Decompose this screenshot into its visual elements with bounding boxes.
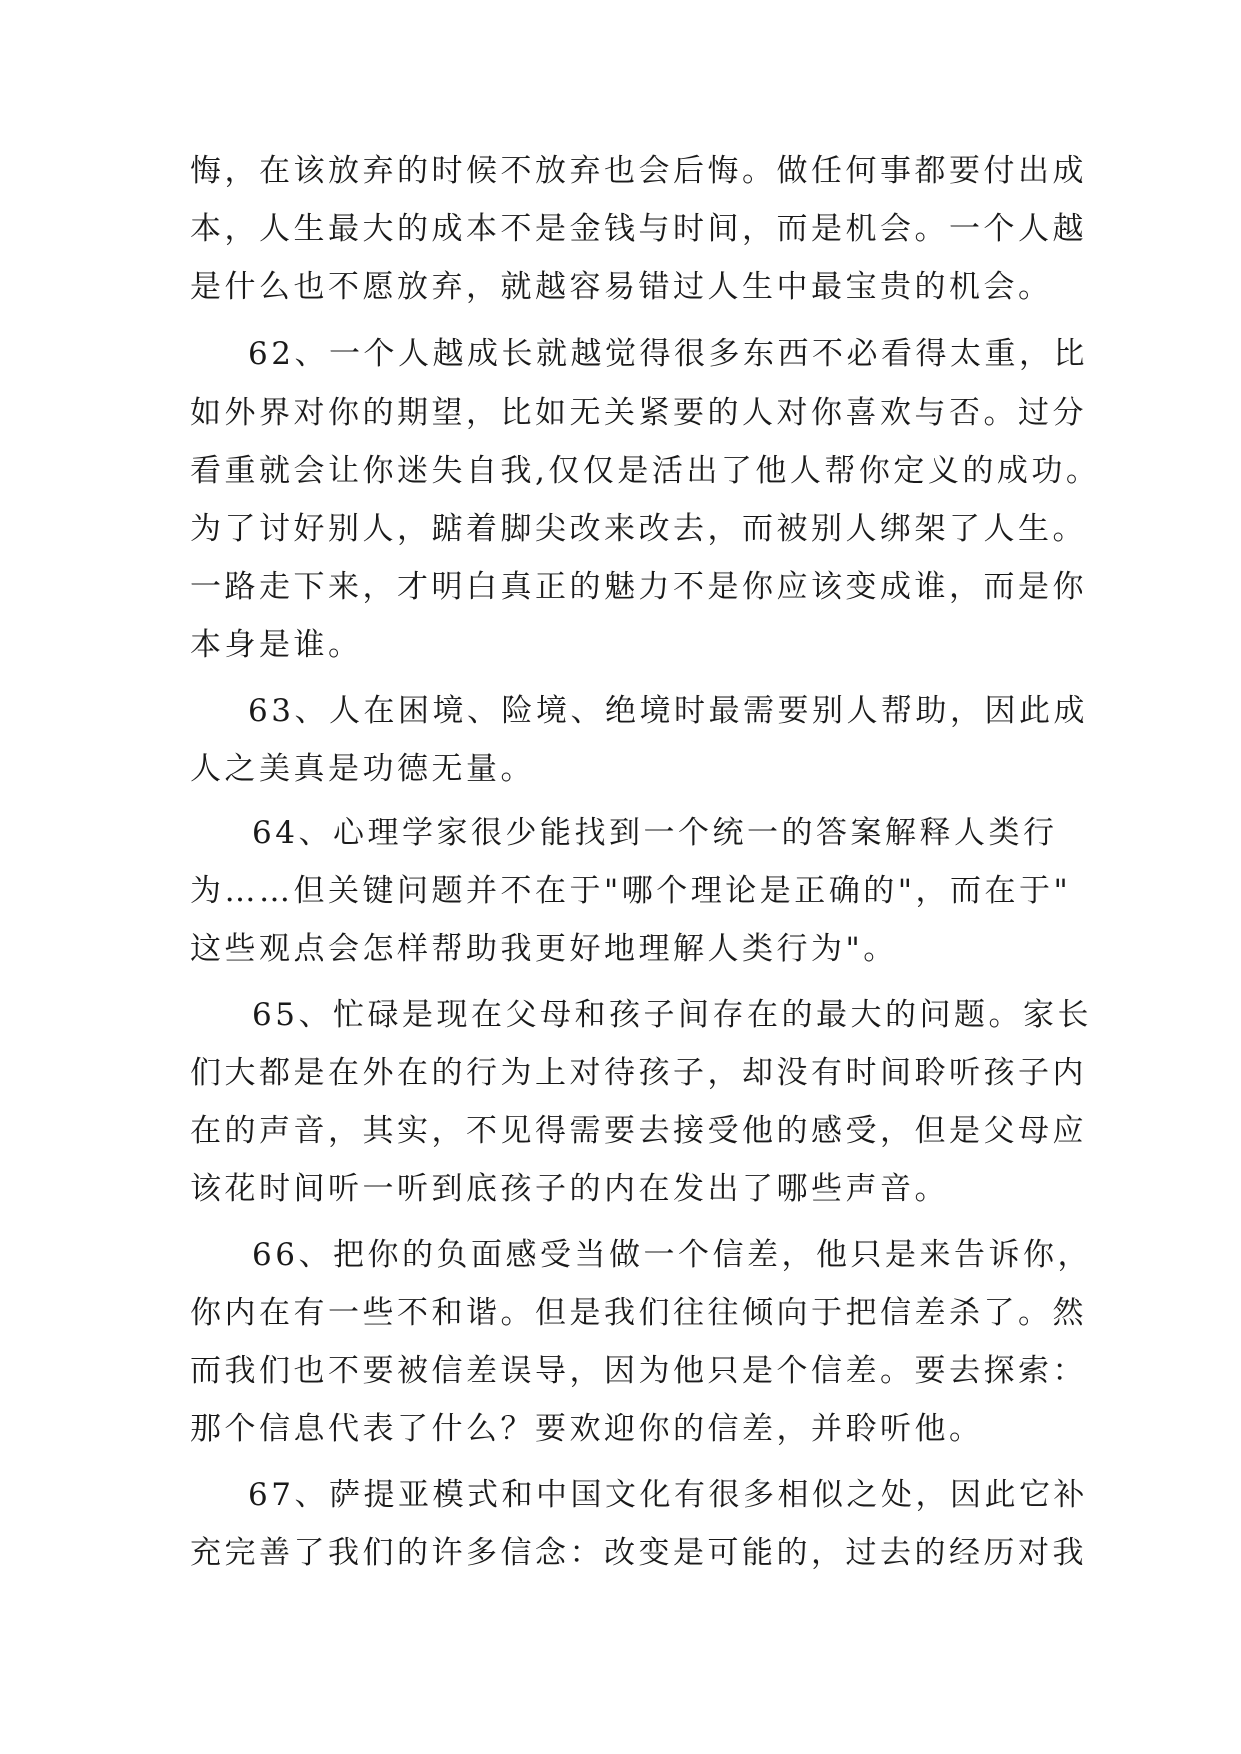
text-line: 为……但关键问题并不在于"哪个理论是正确的"，而在于" xyxy=(190,873,1072,909)
text-line: 本身是谁。 xyxy=(190,627,363,663)
paragraph-63-start: 63、人在困境、险境、绝境时最需要别人帮助，因此成 xyxy=(248,693,1088,729)
text-line: 本，人生最大的成本不是金钱与时间，而是机会。一个人越 xyxy=(190,211,1087,247)
text-line: 为了讨好别人，踮着脚尖改来改去，而被别人绑架了人生。 xyxy=(190,511,1087,547)
text-line: 人之美真是功德无量。 xyxy=(190,751,535,787)
text-line: 一路走下来，才明白真正的魅力不是你应该变成谁，而是你 xyxy=(190,569,1087,605)
text-line: 悔，在该放弃的时候不放弃也会后悔。做任何事都要付出成 xyxy=(190,153,1087,189)
text-line: 而我们也不要被信差误导，因为他只是个信差。要去探索： xyxy=(190,1353,1087,1389)
text-line: 看重就会让你迷失自我,仅仅是活出了他人帮你定义的成功。 xyxy=(190,453,1101,489)
text-line: 该花时间听一听到底孩子的内在发出了哪些声音。 xyxy=(190,1171,949,1207)
text-line: 们大都是在外在的行为上对待孩子，却没有时间聆听孩子内 xyxy=(190,1055,1087,1091)
paragraph-67-start: 67、萨提亚模式和中国文化有很多相似之处，因此它补 xyxy=(248,1477,1088,1513)
text-line: 那个信息代表了什么？要欢迎你的信差，并聆听他。 xyxy=(190,1411,984,1447)
text-line: 是什么也不愿放弃，就越容易错过人生中最宝贵的机会。 xyxy=(190,269,1053,305)
text-line: 这些观点会怎样帮助我更好地理解人类行为"。 xyxy=(190,931,898,967)
text-line: 如外界对你的期望，比如无关紧要的人对你喜欢与否。过分 xyxy=(190,395,1087,431)
paragraph-65-start: 65、忙碌是现在父母和孩子间存在的最大的问题。家长 xyxy=(252,997,1092,1033)
text-line: 在的声音，其实，不见得需要去接受他的感受，但是父母应 xyxy=(190,1113,1087,1149)
paragraph-62-start: 62、一个人越成长就越觉得很多东西不必看得太重，比 xyxy=(248,336,1088,372)
text-line: 你内在有一些不和谐。但是我们往往倾向于把信差杀了。然 xyxy=(190,1295,1087,1331)
text-line: 充完善了我们的许多信念：改变是可能的，过去的经历对我 xyxy=(190,1535,1087,1571)
paragraph-66-start: 66、把你的负面感受当做一个信差，他只是来告诉你， xyxy=(252,1237,1092,1273)
paragraph-64-start: 64、心理学家很少能找到一个统一的答案解释人类行 xyxy=(252,815,1058,851)
